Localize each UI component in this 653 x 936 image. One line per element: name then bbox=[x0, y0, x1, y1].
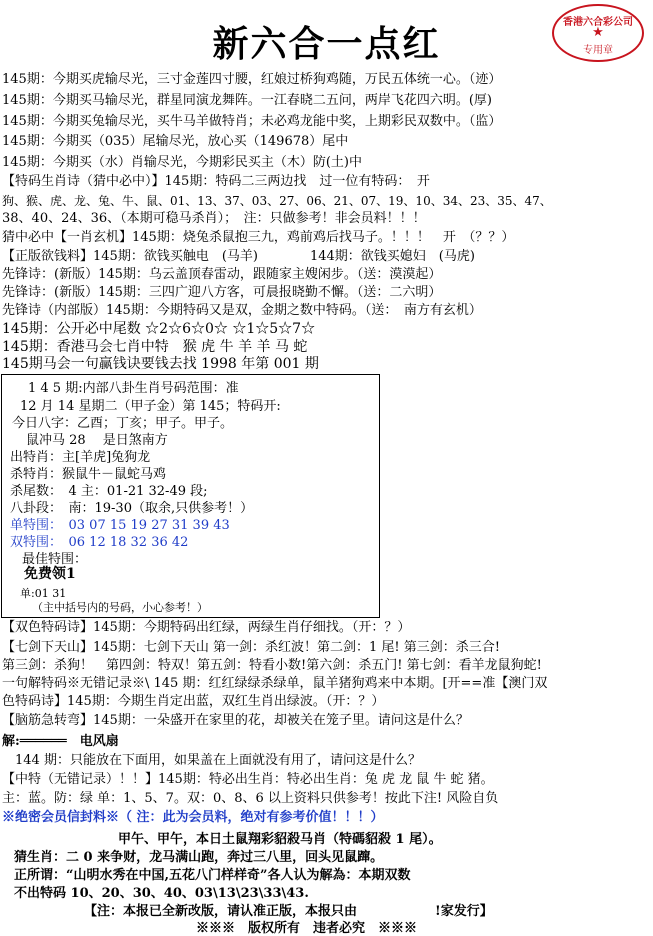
text-line: 144 期：只能放在下面用，如果盖在上面就没有用了，请问这是什么？ bbox=[2, 753, 421, 768]
page-title: 新六合一点红 bbox=[212, 23, 441, 65]
text-line: ※绝密会员信封料※（ 注：此为会员料，绝对有参考价值！！！） bbox=[2, 810, 384, 825]
footer-line: 甲午、甲午，本日土鼠翔彩貂殺马肖（特碼貂殺 1 尾）。 bbox=[118, 832, 442, 847]
text-line: 【脑筋急转弯】145期：一朵盛开在家里的花，却被关在笼子里。请问这是什么？ bbox=[2, 713, 469, 728]
box-dan: 单:01 31 bbox=[20, 587, 67, 600]
text-line: 145期：公开必中尾数 ☆2☆6☆0☆ ☆1☆5☆7☆ bbox=[2, 321, 316, 337]
text-line: 145期：今期买（035）尾输尽光，放心买（149678）尾中 bbox=[2, 134, 349, 149]
text-line: 狗、猴、虎、龙、兔、牛、鼠、01、13、37、03、27、06、21、07、19、10、34、23、35、47、 bbox=[2, 194, 552, 208]
footer-line: 【注：本报已全新改版，请认准正版，本报只由 !家发行】 bbox=[84, 904, 493, 919]
text-line: 【特码生肖诗（猜中必中）】145期：特码二三两边找 过一位有特码： 开 bbox=[2, 174, 430, 189]
text-line: 一句解特码※无错记录※\ 145 期：红红绿绿杀绿单，鼠羊猪狗鸡来中本期。[开==准【澳门双 bbox=[2, 676, 548, 691]
text-line: 145期马会一句赢钱诀要钱去找 1998 年第 001 期 bbox=[2, 356, 319, 372]
box-date: 12 月 14 星期二（甲子金）第 145；特码开: bbox=[20, 399, 281, 414]
box-shuang-te: 双特围： 06 12 18 32 36 42 bbox=[10, 535, 189, 550]
box-te-xiao: 出特肖：主[羊虎]兔狗龙 bbox=[10, 450, 151, 465]
text-line: 145期：今期买（水）肖输尽光，今期彩民买主（木）防(土)中 bbox=[2, 155, 362, 170]
text-line: 解:══════ 电风扇 bbox=[2, 734, 119, 749]
text-line: 38、40、24、36、（本期可稳马杀肖）； 注：只做参考！非会员料！！！ bbox=[2, 211, 426, 226]
text-line: 145期：今期买虎输尽光，三寸金莲四寸腰，红娘过桥狗鸡随，万民五体统一心。（迹） bbox=[2, 72, 502, 87]
box-note: （主中括号内的号码，小心参考！） bbox=[32, 601, 208, 614]
text-line: 【双色特码诗】145期：今期特码出红绿，两绿生肖仔细找。（开：？） bbox=[2, 620, 411, 635]
box-best-te: 最佳特围： bbox=[22, 552, 88, 567]
text-line: 先锋诗：(新版）145期：乌云盖顶春雷动，跟随家主嫂闲步。（送：漠漠起） bbox=[2, 267, 442, 282]
text-line: 【中特（无错记录）！！】145期：特必出生肖：特必出生肖：兔 虎 龙 鼠 牛 蛇 猪。 bbox=[2, 772, 494, 787]
text-line: 色特码诗】145期：今期生肖定出蓝，双红生肖出绿波。（开：？） bbox=[2, 694, 385, 709]
seal-bottom-text: 专用章 bbox=[583, 45, 613, 56]
box-sha-wei: 杀尾数： 4 主：01-21 32-49 段; bbox=[10, 484, 208, 499]
box-range: 1 4 5 期:内部八卦生肖号码范围：准 bbox=[28, 381, 239, 396]
footer-line: 不出特码 10、20、30、40、03\13\23\33\43. bbox=[14, 886, 309, 901]
box-sha-xiao: 杀特肖：猴鼠牛－鼠蛇马鸡 bbox=[10, 467, 167, 482]
box-bagua: 八卦段： 南：19-30（取余,只供参考！） bbox=[10, 501, 254, 516]
text-line: 猜中必中【一肖玄机】145期：烧兔杀鼠抱三九，鸡前鸡后找马子。！！！ 开 （？？） bbox=[2, 230, 515, 245]
box-dan-te: 单特围： 03 07 15 19 27 31 39 43 bbox=[10, 518, 230, 533]
box-chong: 鼠冲马 28 是日煞南方 bbox=[26, 433, 168, 448]
footer-line: 正所谓：“山明水秀在中国,五花八门样样奇”各人认为解為：本期双数 bbox=[14, 868, 411, 883]
seal-top-text: 香港六合彩公司 bbox=[563, 17, 633, 28]
text-line: 145期：今期买马输尽光，群星同演龙舞阵。一江春晓二五问，两岸飞花四六明。(厚) bbox=[2, 93, 492, 108]
footer-line: ※※※ 版权所有 违者必究 ※※※ bbox=[196, 921, 418, 936]
company-seal-stamp bbox=[552, 4, 644, 62]
box-bazi: 今日八字：乙酉；丁亥；甲子。甲子。 bbox=[12, 416, 234, 431]
bagua-info-box bbox=[1, 374, 380, 618]
text-line: 145期：香港马会七肖中特 猴 虎 牛 羊 羊 马 蛇 bbox=[2, 339, 308, 355]
text-line: 145期：今期买兔输尽光，买牛马羊做特肖；未必鸡龙能中奖，上期彩民双数中。（监） bbox=[2, 114, 502, 129]
text-line: 【正版欲钱料】145期：欲钱买触电 (马羊) 144期：欲钱买媳妇 (马虎) bbox=[2, 249, 475, 264]
text-line: 先锋诗（内部版）145期：今期特码又是双，金期之数中特码。（送： 南方有玄机） bbox=[2, 303, 482, 318]
footer-line: 猜生肖：二 0 来争财，龙马满山跑，奔过三八里，回头见鼠蹿。 bbox=[14, 850, 384, 865]
box-mianfei: 免费领1 bbox=[24, 566, 76, 582]
text-line: 第三剑：杀狗！ 第四剑：特双！第五剑：特看小数!第六剑：杀五门! 第七剑：看羊龙鼠狗蛇! bbox=[2, 658, 542, 673]
text-line: 先锋诗：(新版）145期：三四广迎八方客，可晨报晓勤不懈。（送：二六明） bbox=[2, 285, 442, 300]
text-line: 【七剑下天山】145期：七剑下天山 第一剑：杀红波！第二剑：1 尾! 第三剑：杀三合! bbox=[2, 640, 500, 655]
seal-star-icon: ★ bbox=[592, 25, 604, 40]
text-line: 主：蓝。防：绿 单：1、5、7。双：0、8、6 以上资料只供参考！按此下注! 风险自负 bbox=[2, 791, 499, 806]
